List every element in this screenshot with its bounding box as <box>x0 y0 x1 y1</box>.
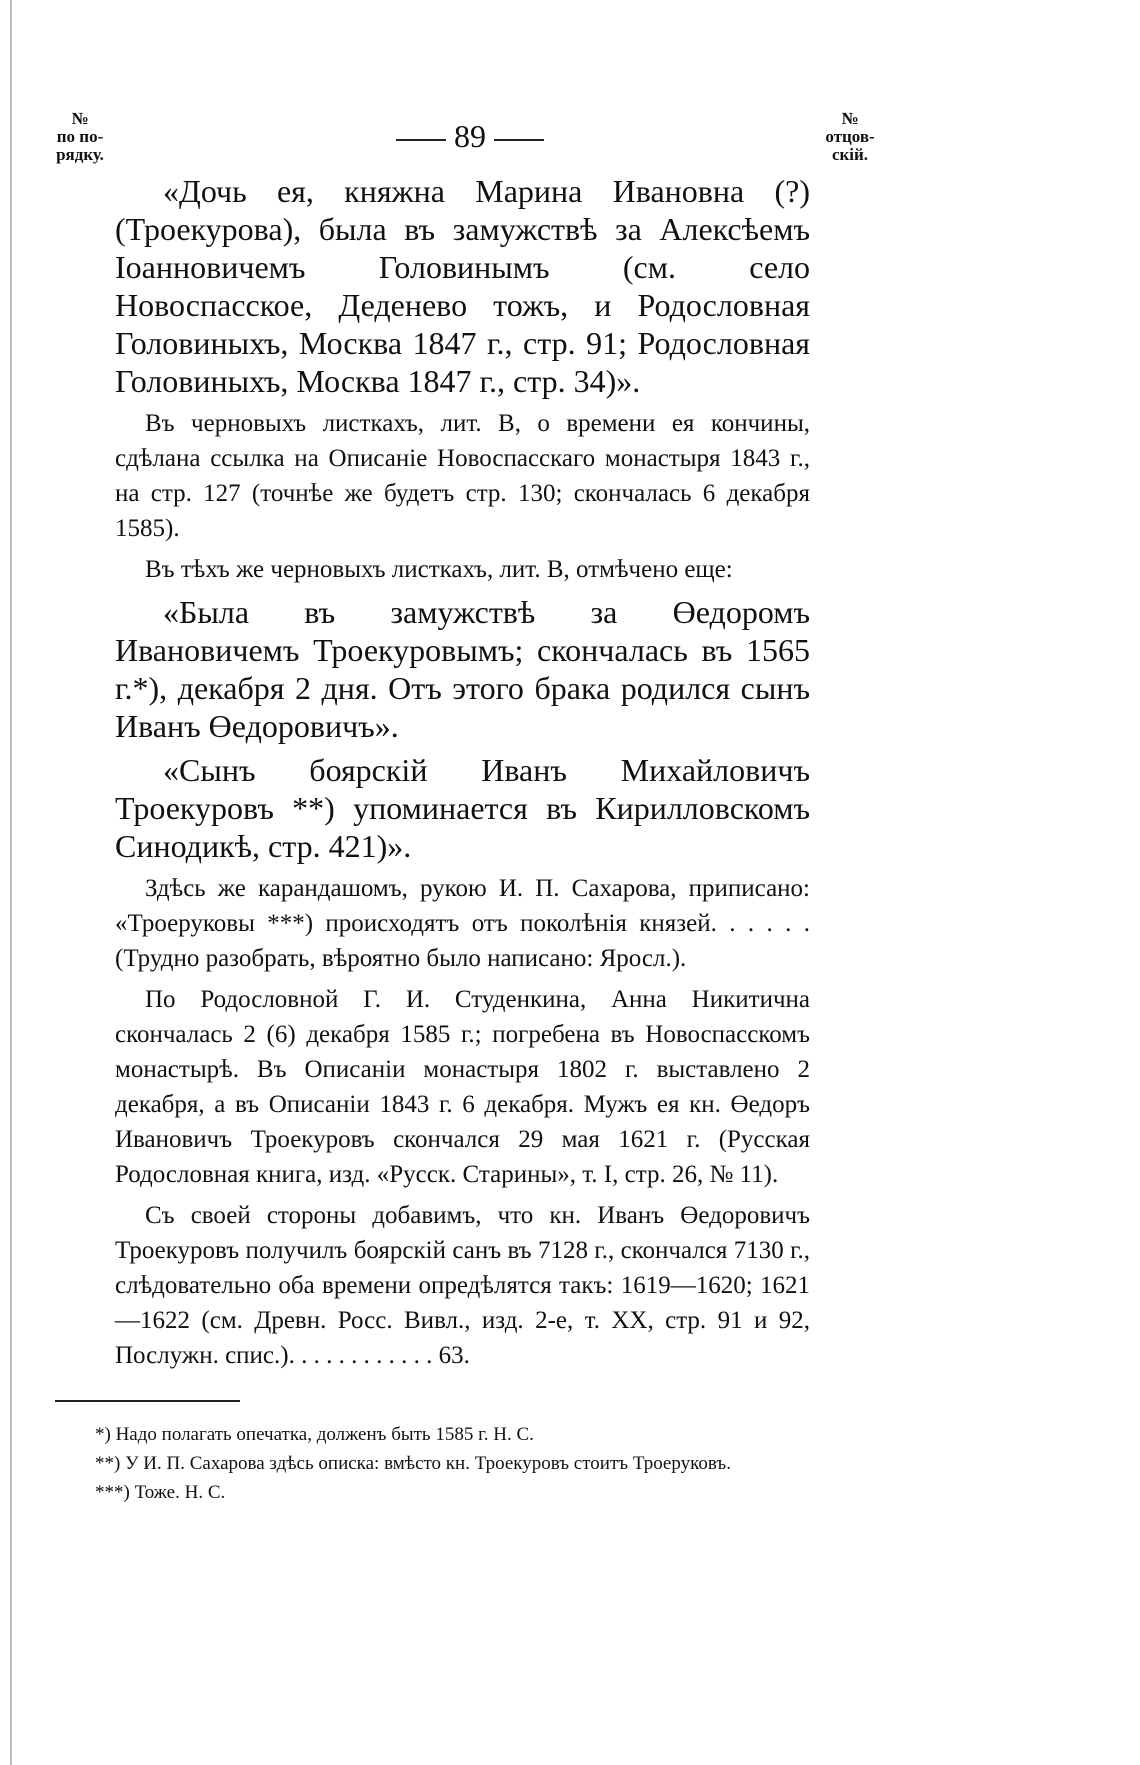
page-number: 89 <box>370 118 570 155</box>
footnotes <box>95 1420 885 1507</box>
paragraph-drafts-more: Въ тѣхъ же черновыхъ листкахъ, лит. В, отмѣчено еще: <box>145 556 733 583</box>
paragraph-quote-marriage: «Была въ замужствѣ за Өедоромъ Ивановичемъ Троекуровымъ; скончалась въ 1565 г.*), декабря 2 дня. Отъ этого брака родился сынъ Иванъ Өедоровичъ». <box>115 594 810 744</box>
paragraph-studenkin: По Родословной Г. И. Студенкина, Анна Никитична скончалась 2 (6) декабря 1585 г.; погребена въ Новоспасскомъ монастырѣ. Въ Описаніи монастыря 1802 г. выставлено 2 декабря, а въ Описаніи 1843 г. 6 декабря. Мужъ ея кн. Өедоръ Ивановичъ Троекуровъ скончался 29 мая 1621 г. (Русская Родословная книга, изд. «Русск. Старины», т. I, стр. 26, № 11). <box>115 986 810 1188</box>
footnote: **) У И. П. Сахарова здѣсь описка: вмѣсто кн. Троекуровъ стоитъ Троеруковъ. <box>95 1453 731 1474</box>
scan-edge-line <box>10 0 12 1765</box>
left-margin-line: по по- <box>56 127 104 146</box>
footnote-separator <box>55 1400 240 1402</box>
footnote: ***) Тоже. Н. С. <box>95 1482 226 1503</box>
paragraph-addition: Съ своей стороны добавимъ, что кн. Иванъ Өедоровичъ Троекуровъ получилъ боярскій санъ въ 7128 г., скончался 7130 г., слѣдовательно оба времени опредѣлятся такъ: 1619—1620; 1621—1622 (см. Древн. Росс. Вивл., изд. 2-е, т. XX, стр. 91 и 92, Послужн. спис.). . . . . . . . . . . . 63. <box>115 1202 810 1369</box>
right-margin-line: отцов- <box>825 127 875 146</box>
paragraph-quote-son: «Сынъ боярскій Иванъ Михайловичъ Троекуровъ **) упоминается въ Кирилловскомъ Синодикѣ, стр. 421)». <box>115 752 810 864</box>
paragraph-quote-marina: «Дочь ея, княжна Марина Ивановна (?) (Троекурова), была въ замужствѣ за Алексѣемъ Іоанновичемъ Головинымъ (см. село Новоспасское, Деденево тожъ, и Родословная Головиныхъ, Москва 1847 г., стр. 91; Родословная Головиныхъ, Москва 1847 г., стр. 34)». <box>115 173 810 399</box>
left-margin-line: № <box>71 109 89 128</box>
right-margin-line: № <box>841 109 859 128</box>
right-margin-heading <box>800 110 900 164</box>
left-margin-heading <box>40 110 120 164</box>
footnote: *) Надо полагать опечатка, долженъ быть 1585 г. Н. С. <box>95 1424 534 1445</box>
right-margin-line: скій. <box>831 145 869 164</box>
paragraph-pencil-note: Здѣсь же карандашомъ, рукою И. П. Сахарова, приписано: «Троеруковы ***) происходятъ отъ поколѣнія князей. . . . . . (Трудно разобрать, вѣроятно было написано: Яросл.). <box>115 875 810 972</box>
left-margin-line: рядку. <box>56 145 104 164</box>
main-text <box>115 172 810 1379</box>
paragraph-drafts-note: Въ черновыхъ листкахъ, лит. В, о времени ея кончины, сдѣлана ссылка на Описаніе Новоспасскаго монастыря 1843 г., на стр. 127 (точнѣе же будетъ стр. 130; скончалась 6 декабря 1585). <box>115 410 810 542</box>
